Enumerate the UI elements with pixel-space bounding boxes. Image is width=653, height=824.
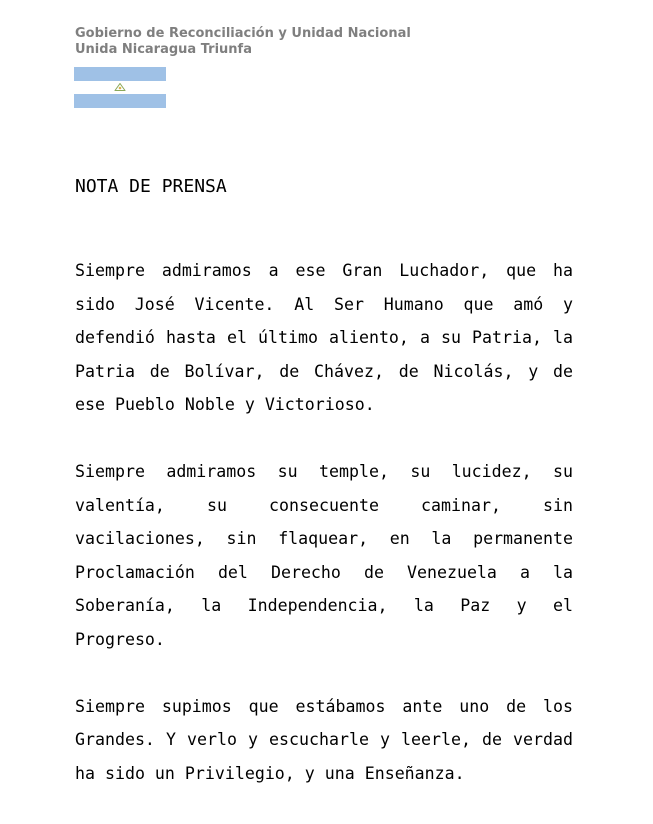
government-name: Gobierno de Reconciliación y Unidad Nacional [75,26,411,41]
paragraph: Siempre admiramos a ese Gran Luchador, que ha sido José Vicente. Al Ser Humano que amó y defendió hasta el último aliento, a su Patria, la Patria de Bolívar, de Chávez, de Nicolás, y de ese Pueblo Noble y Victorioso. [75,261,573,414]
paragraph: Siempre supimos que estábamos ante uno de los Grandes. Y verlo y escucharle y leerle, de verdad ha sido un Privilegio, y una Enseñanza. [75,696,573,783]
coat-of-arms-icon [115,83,126,91]
letterhead [75,26,411,58]
paragraph: Siempre admiramos su temple, su lucidez, su valentía, su consecuente caminar, sin vacilaciones, sin flaquear, en la permanente Proclamación del Derecho de Venezuela a la Soberanía, la Independencia, la Paz y el Progreso. [75,462,573,649]
press-release-body [75,254,573,824]
flag-bottom-band [74,94,166,108]
government-slogan: Unida Nicaragua Triunfa [75,42,252,57]
flag-top-band [74,67,166,81]
flag-middle-band [74,81,166,95]
nicaragua-flag-icon [74,67,166,108]
document-title: NOTA DE PRENSA [75,176,227,197]
